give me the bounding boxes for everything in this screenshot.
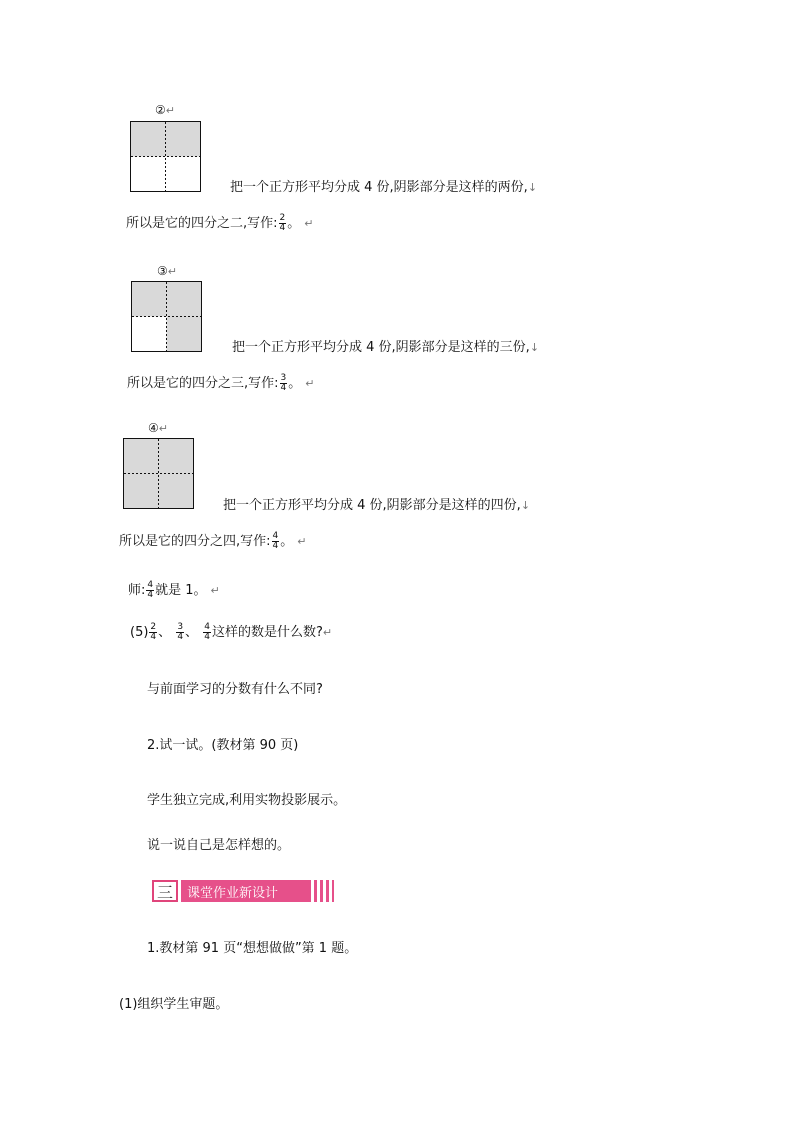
fraction: $\frac{4}{4}$: [204, 622, 210, 642]
banner-title: 课堂作业新设计: [187, 885, 279, 901]
square-figure-four-shaded: [123, 438, 194, 509]
banner-number: 三: [152, 880, 178, 902]
fraction: $\frac{3}{4}$: [280, 373, 287, 393]
fraction: $\frac{2}{4}$: [150, 622, 157, 642]
paragraph-review: (1)组织学生审题。: [119, 997, 229, 1012]
fraction: $\frac{4}{4}$: [272, 531, 279, 551]
paragraph-explain: 说一说自己是怎样想的。: [147, 838, 291, 853]
block2-line2: 所以是它的四分之三,写作: $\frac{3}{4}$ 。 ↵: [127, 373, 315, 393]
block1-line1: 把一个正方形平均分成 4 份,阴影部分是这样的两份,↓: [230, 180, 538, 195]
fraction: $\frac{2}{4}$: [279, 213, 286, 233]
block3-line1: 把一个正方形平均分成 4 份,阴影部分是这样的四份,↓: [223, 498, 531, 513]
teacher-line: 师: $\frac{4}{4}$ 就是 1。 ↵: [128, 580, 220, 600]
block3-line2: 所以是它的四分之四,写作: $\frac{4}{4}$ 。 ↵: [119, 531, 307, 551]
paragraph-students-complete: 学生独立完成,利用实物投影展示。: [147, 793, 347, 808]
paragraph-textbook-exercise: 1.教材第 91 页“想想做做”第 1 题。: [147, 941, 358, 956]
block2-line1: 把一个正方形平均分成 4 份,阴影部分是这样的三份,↓: [232, 340, 540, 355]
block1-line2: 所以是它的四分之二,写作: $\frac{2}{4}$ 。 ↵: [126, 213, 314, 233]
paragraph-difference: 与前面学习的分数有什么不同?: [147, 682, 323, 697]
figure-marker-2: ②↵: [155, 103, 175, 117]
banner-title-box: [181, 880, 334, 902]
fraction: $\frac{4}{4}$: [147, 580, 154, 600]
question-5: (5) $\frac{2}{4}$ 、 $\frac{3}{4}$ 、 $\frac{4}{4}$ 这样的数是什么数?↵: [130, 622, 333, 642]
section-banner: [152, 880, 334, 902]
figure-marker-3: ③↵: [157, 264, 177, 278]
banner-stripes: [308, 880, 334, 902]
square-figure-two-shaded: [130, 121, 201, 192]
square-figure-three-shaded: [131, 281, 202, 352]
paragraph-try-it: 2.试一试。(教材第 90 页): [147, 738, 299, 753]
figure-marker-4: ④↵: [148, 421, 168, 435]
fraction: $\frac{3}{4}$: [177, 622, 184, 642]
